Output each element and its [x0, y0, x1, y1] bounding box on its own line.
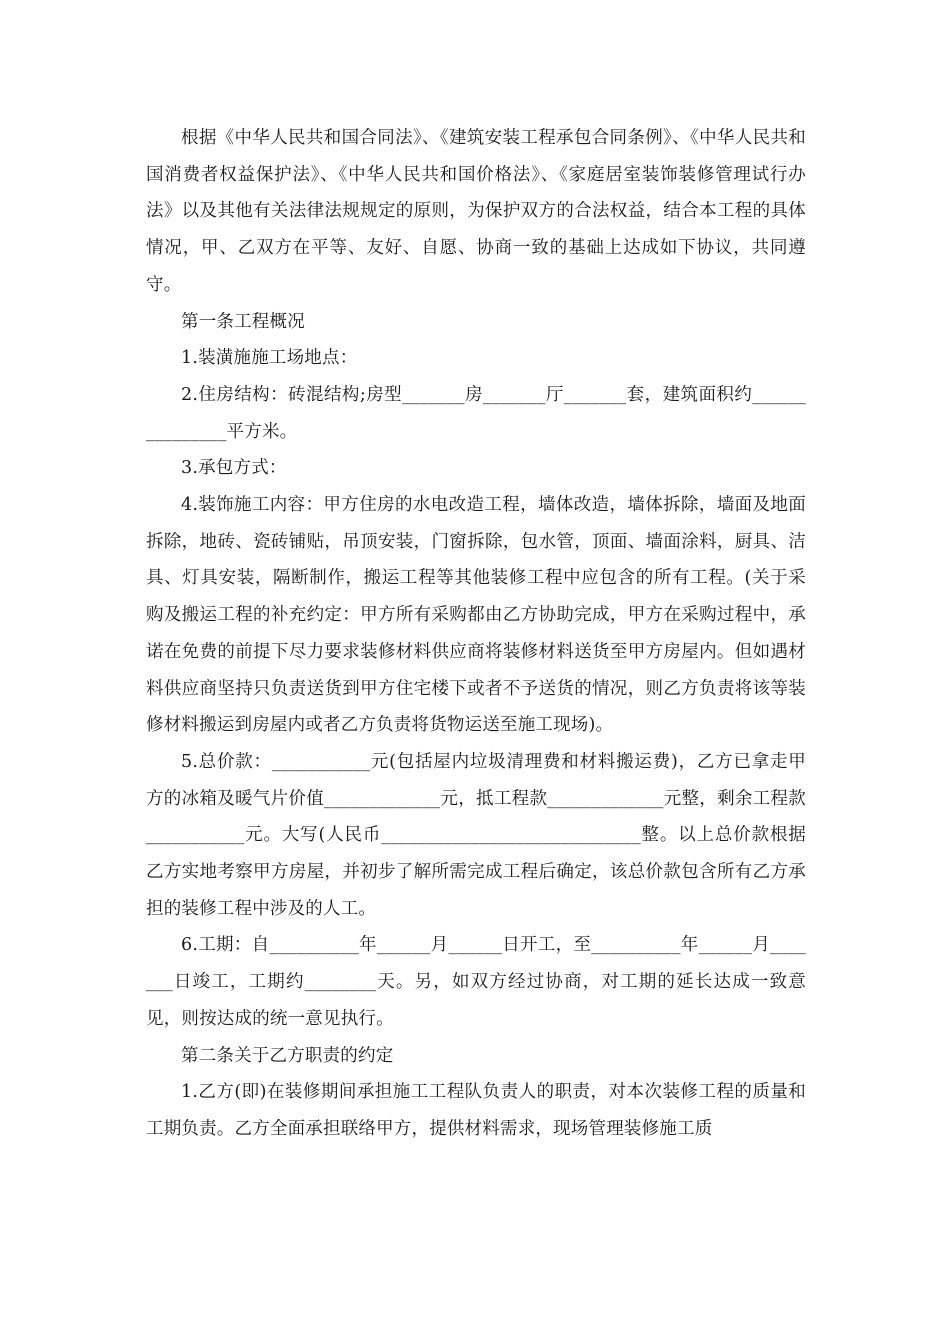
contract-page	[146, 120, 806, 1148]
clause-5-total-price: 5.总价款：___________元(包括屋内垃圾清理费和材料搬运费)，乙方已拿走甲方的冰箱及暖气片价值_____________元，抵工程款_____________元整，剩余工程款___________元。大写(人民币_____________________________整。以上总价款根据乙方实地考察甲方房屋，并初步了解所需完成工程后确定，该总价款包含所有乙方承担的装修工程中涉及的人工。	[146, 751, 806, 919]
clause-6-schedule: 6.工期：自__________年______月______日开工，至__________年______月_______日竣工，工期约________天。另，如双方经过协商，对工期的延长达成一致意见，则按达成的统一意见执行。	[146, 935, 806, 1029]
article-1-heading: 第一条工程概况	[181, 311, 305, 332]
article-2-heading: 第二条关于乙方职责的约定	[181, 1045, 394, 1066]
article-2-clause-1: 1.乙方(即)在装修期间承担施工工程队负责人的职责，对本次装修工程的质量和工期负责。乙方全面承担联络甲方，提供材料需求，现场管理装修施工质	[146, 1082, 806, 1139]
clause-2-housing-structure: 2.住房结构：砖混结构;房型_______房_______厅_______套，建筑面积约_______________平方米。	[146, 384, 806, 442]
clause-4-construction-content: 4.装饰施工内容：甲方住房的水电改造工程，墙体改造，墙体拆除，墙面及地面拆除，地砖、瓷砖铺贴，吊顶安装，门窗拆除，包水管，顶面、墙面涂料，厨具、洁具、灯具安装，隔断制作，搬运工程等其他装修工程中应包含的所有工程。(关于采购及搬运工程的补充约定：甲方所有采购都由乙方协助完成，甲方在采购过程中，承诺在免费的前提下尽力要求装修材料供应商将装修材料送货至甲方房屋内。但如遇材料供应商坚持只负责送货到甲方住宅楼下或者不予送货的情况，则乙方负责将该等装修材料搬运到房屋内或者乙方负责将货物运送至施工现场)。	[146, 495, 806, 736]
preamble-paragraph: 根据《中华人民共和国合同法》、《建筑安装工程承包合同条例》、《中华人民共和国消费者权益保护法》、《中华人民共和国价格法》、《家庭居室装饰装修管理试行办法》以及其他有关法律法规规定的原则，为保护双方的合法权益，结合本工程的具体情况，甲、乙双方在平等、友好、自愿、协商一致的基础上达成如下协议，共同遵守。	[146, 128, 806, 295]
clause-3-contract-method: 3.承包方式：	[181, 458, 287, 479]
clause-1-site-location: 1.装潢施施工场地点：	[181, 348, 358, 369]
